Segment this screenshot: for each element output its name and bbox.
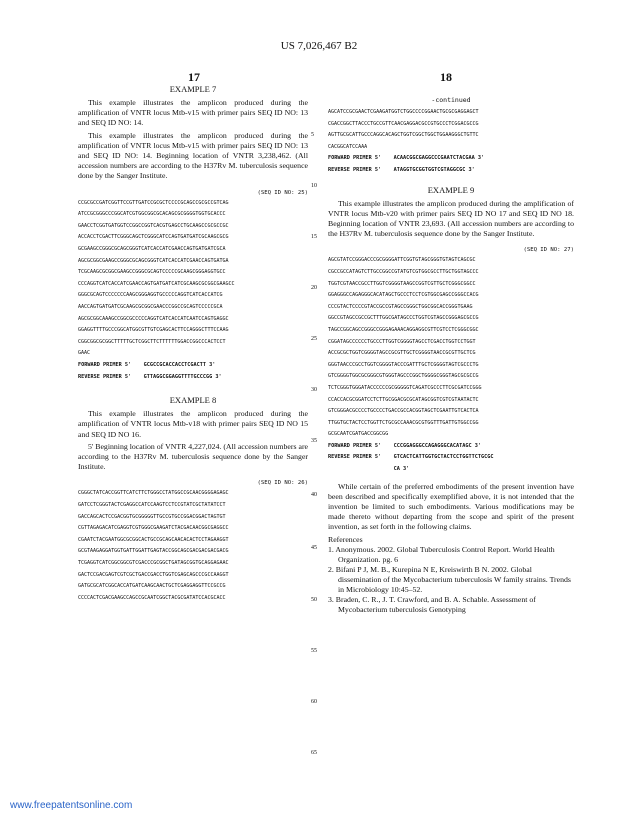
example-8-intro: This example illustrates the amplicon produced during the amplification of VNTR locus Mtb-v18 with primer pairs SEQ ID NO 15 and SEQ ID NO 16. xyxy=(78,409,308,439)
sequence-line: GGGTAACCCGCCTGGTCGGGGTACCCGATTTGCTCGGGGTAGTCGCCCTG xyxy=(328,361,479,368)
line-number: 55 xyxy=(311,648,317,654)
sequence-line: CACGGCATCCAAA xyxy=(328,143,368,150)
sequence-line: GAACCTCGGTGATGGTCCGGCCGGTCACGTGAGCCTGCAAGCCGCGCCGC xyxy=(78,222,229,229)
sequence-line: AACCAGTGATGATCGCAAGCGCGGCGAACCCGGCCGCAGTCCCCCGCA xyxy=(78,303,223,310)
forward-primer-25: FORWARD PRIMER 5' GCGCCGCACCACCTCGACTT 3' xyxy=(78,361,216,368)
sequence-26 xyxy=(78,488,308,604)
column-number-left: 17 xyxy=(188,70,200,84)
line-number: 25 xyxy=(311,336,317,342)
forward-primer-27: FORWARD PRIMER 5' CCCGGAGGGCCAGAGGGCACATAGC 3' xyxy=(328,442,482,449)
line-number: 30 xyxy=(311,387,317,393)
sequence-line: CGTTAGAGACATCGAGGTCGTGGGCGAAGATCTACGACAACGGCGAGGCC xyxy=(78,525,229,532)
sequence-25 xyxy=(78,198,308,360)
sequence-line: CGGGCTATCACCGGTTCATCTTCTGGGCCTATGGCCGCAACGGGGAGAGC xyxy=(78,490,229,497)
sequence-line: TCGCAAGCGCGGCGAAGCCGGGCGCAGTCCCCCGCAAGCGGGAGGTGCC xyxy=(78,269,226,276)
seq-id-25: (SEQ ID NO: 25) xyxy=(257,189,308,196)
reference-item: 2. Bifani P J, M. B., Kurepina N E, Kreiswirth B N. 2002. Global dissemination of the Mycobacterium tuberculosis W family strains. Trends in Microbiology 10:45–52. xyxy=(328,564,571,594)
sequence-line: GCGCAATCGATGACCGGCGG xyxy=(328,431,389,438)
seq-id-26: (SEQ ID NO: 26) xyxy=(257,480,308,487)
patent-number: US 7,026,467 B2 xyxy=(280,40,358,52)
left-column xyxy=(78,80,308,604)
sequence-line: GGAGGGCCAGAGGGCACATAGCTGCCCTCCTCGTGGCGAGCCGGGCCACG xyxy=(328,292,479,299)
sequence-line: CCCAGGTCATCACCATCGAACCAGTGATGATCATCGCAAGCGCGGCGAAGCC xyxy=(78,280,235,287)
sequence-line: TCGAGGTCATCGGCGGCGTCGACCCGCGGCTGATAGCGGTGCAGGAGAAC xyxy=(78,559,229,566)
sequence-line: GACTCCGACGAGTCGTCGCTGACCGACCTGGTCGAGCAGCCCGCCAAGGT xyxy=(78,571,229,578)
example-8-heading: EXAMPLE 8 xyxy=(169,395,217,406)
example-7-description: This example illustrates the amplicon produced during the amplification of VNTR locus Mtb-v15 with primer pairs SEQ ID NO: 13 and SEQ ID NO: 14. Beginning location of VNTR 3,238,462. (All accession numbers are according to the H37Rv M. tuberculosis sequence done by the Sanger Institute. xyxy=(78,130,308,181)
sequence-line: GCGTAAGAGGATGGTGATTGGATTGAGTACCGGCAGCGACGACGACGACG xyxy=(78,548,229,555)
sequence-line: CGACCGGCTTACCCTGCCGTTCAACGAGGACGCCGTGCCCTCGGACGCCG xyxy=(328,120,479,127)
sequence-line: CCCCACTCGACGAAGCCAGCCGCAATCGGCTACGCGATATCCACGCACC xyxy=(78,594,226,601)
line-number: 20 xyxy=(311,285,317,291)
sequence-line: CCACCACGCGGATCCTCTTGCGGACGCGCATAGCGGTCGTCGTAATACTC xyxy=(328,396,479,403)
sequence-line: GGGCGCAGTCCCCCCCAAGCGGGAGGTGCCCCCAGGTCATCACCATCG xyxy=(78,292,223,299)
sequence-line: TAGCCGGCAGCCGGGCCGGGAGAAACAGGAGGCGTTCGTCCTCGGGCGGC xyxy=(328,326,479,333)
sequence-line: GATGCGCATCGGCACCATGATCAAGCAACTGCTCGAGGAGGTTCCGCCG xyxy=(78,583,226,590)
sequence-line: AGTTGCGCATTGCCCAGGCACAGCTGGTCGGCTGGCTGGAAGGGCTGTTC xyxy=(328,132,479,139)
reverse-primer-27: REVERSE PRIMER 5' GTCACTCATTGGTGCTACTCCTGGTTCTGCGC CA 3' xyxy=(328,454,494,473)
line-number: 65 xyxy=(311,750,317,756)
sequence-line: AGCGCGGCAAAGCCGGCGCCCCCAGGTCATCACCATCAATCCAGTGAGGC xyxy=(78,315,229,322)
sequence-line: GGCCGTAGCCGCCGCTTTGGCGATAGCCCTGGTCGTAGCCGGGAGCGCCG xyxy=(328,315,479,322)
closing-paragraph: While certain of the preferred embodiments of the present invention have been described and specifically exemplified above, it is not intended that the invention be limited to such embodiments. Various modifications may be made thereto without departing from the scope and spirit of the present invention, as set forth in the following claims. xyxy=(328,481,574,532)
sequence-line: GACCAGCACTCCGACGGTGCGGGGGTTGCCGTGCCGGACGGACTAGTGT xyxy=(78,513,226,520)
reference-item: 3. Braden, C. R., J. T. Crawford, and B. A. Schable. Assessment of Mycobacterium tuberculosis Genotyping xyxy=(328,594,536,614)
sequence-line: CGGATAGCCCCCCTGCCCTTGGTCGGGGTAGCCTCGACCTGGTCCTGGT xyxy=(328,338,476,345)
reverse-primer-26: REVERSE PRIMER 5' ATAGGTGCGGTGGTCGTAGGCGC 3' xyxy=(328,166,475,173)
sequence-line: AGCATCCGCGAACTCGAAGATGGTCTGGCCCCGGAACTGCGCGAGGAGCT xyxy=(328,109,479,115)
sequence-line: GTCGGGACGCCCCTGCCCCTGACCGCCACGGTAGCTCGAATTGTCACTCA xyxy=(328,408,479,415)
sequence-line: CCCGTACTCCCCGTACCGCCGTAGCCGGGCTGGCGGCACCGGGTGAAG xyxy=(328,303,473,310)
sequence-line: CCGCGCCGATCGGTTCCGTTGATCCGCGCTCCCCGCAGCCGCGCCGTCAG xyxy=(78,199,229,206)
forward-primer-26: FORWARD PRIMER 5' ACAACGGCGAGGCCCGAATCTACGAA 3' xyxy=(328,155,485,162)
sequence-line: TCTCGGGTGGGATACCCCCCGCGGGGGTCAGATCGCCCTTCGCGATCCGGG xyxy=(328,384,482,391)
line-number: 45 xyxy=(311,545,317,551)
sequence-27 xyxy=(328,255,574,441)
line-number: 15 xyxy=(311,234,317,240)
line-number: 5 xyxy=(311,132,314,138)
sequence-line: TGGTCGTAACCGCCTTGGTCGGGGTAAGCCGGTCGTTGCTCGGGCGGCC xyxy=(328,280,476,287)
sequence-line: ACCGCGCTGGTCGGGGTAGCCGCGTTGCTCGGGGTAACCGCGTTGCTCG xyxy=(328,350,476,357)
example-7-intro: This example illustrates the amplicon produced during the amplification of VNTR locus Mtb-v15 with primer pairs SEQ ID NO: 13 and SEQ ID NO: 14. xyxy=(78,98,308,128)
sequence-line: ATCCGCGGGCCCGGCATCGTGGCGGCGCACAGCGCGGGGTGGTGCACCC xyxy=(78,211,226,218)
line-number: 50 xyxy=(311,597,317,603)
sequence-line: GTCGGGGTGGCGCGGGCGTGGGTAGCCCGGCTGGGGCGGGTAGCGCGCCG xyxy=(328,373,479,380)
example-7-heading: EXAMPLE 7 xyxy=(169,84,217,94)
sequence-line: CGCCGCCATAGTCTTGCCGGCCGTATGTCGTGGCGCCTTGCTGGTAGCCC xyxy=(328,268,479,275)
sequence-line: AGCGTATCCGGGACCCGCGGGGATTCGGTGTAGCGGGTGTAGTCAGCGC xyxy=(328,257,476,264)
seq-id-27: (SEQ ID NO: 27) xyxy=(523,247,574,254)
sequence-line: ACCACCTCGACTTCGGGCAGCTCGGGCATCCAGTGATGATCGCAAGCGCG xyxy=(78,234,229,241)
sequence-continued xyxy=(328,107,574,153)
example-9-heading: EXAMPLE 9 xyxy=(427,184,475,195)
example-8-description: 5' Beginning location of VNTR 4,227,024. (All accession numbers are according to the H37Rv M. tuberculosis sequence done by the Sanger Institute. xyxy=(78,441,308,472)
sequence-line: GATCCTCGGGTACTCGAGGCCATCCAAGTCCTCCGTATCGCTATATCCT xyxy=(78,501,226,508)
reference-item: 1. Anonymous. 2002. Global Tuberculosis Control Report. World Health Organization. pg. 6 xyxy=(328,544,555,564)
sequence-line: TTGGTGCTACTCCTGGTTCTGCGCCAAACGCGTGGTTTGATTGTGGCCGG xyxy=(328,419,479,426)
sequence-line: GCGAAGCCGGGCGCAGCGGGTCATCACCATCGAACCAGTGATGATCGCA xyxy=(78,246,226,252)
sequence-line: AGCGCGGCGAAGCCGGGCGCAGCGGGTCATCACCATCGAACCAGTGATGA xyxy=(78,257,229,264)
continued-label: -continued xyxy=(431,96,471,104)
reverse-primer-25: REVERSE PRIMER 5' GTTAGGCGGAGGTTTTGCCCGG 3' xyxy=(78,373,222,380)
source-link[interactable]: www.freepatentsonline.com xyxy=(10,800,133,811)
example-9-description: This example illustrates the amplicon produced during the amplification of VNTR locus Mtb-v20 with primer pairs SEQ ID NO 17 and SEQ ID NO 18. Beginning location of VNTR 23,693. (All accession numbers are according to the H37Rv M. tuberculosis sequence done by the Sanger Institute. xyxy=(328,198,574,239)
line-number: 40 xyxy=(311,492,317,498)
line-number: 10 xyxy=(311,183,317,189)
line-number: 60 xyxy=(311,699,317,705)
right-column xyxy=(328,96,574,615)
references-heading: References xyxy=(328,534,363,544)
line-number: 35 xyxy=(311,438,317,444)
sequence-line: GGAGGTTTTGCCCGGCATGGCGTTGTCGAGCACTTCCAGGGCTTTCCAAG xyxy=(78,327,229,334)
sequence-line: GAAC xyxy=(78,350,91,357)
sequence-line: CGAATCTACGAATGGCGCGGCACTGCCGCAGCAACACACTCCTAGAAGGT xyxy=(78,536,229,543)
column-number-right: 18 xyxy=(440,70,452,84)
sequence-line: CGGCGGCGCGGCTTTTTGCTCGGCTTCTTTTTTGGACCGGCCCACTCCT xyxy=(78,338,226,345)
